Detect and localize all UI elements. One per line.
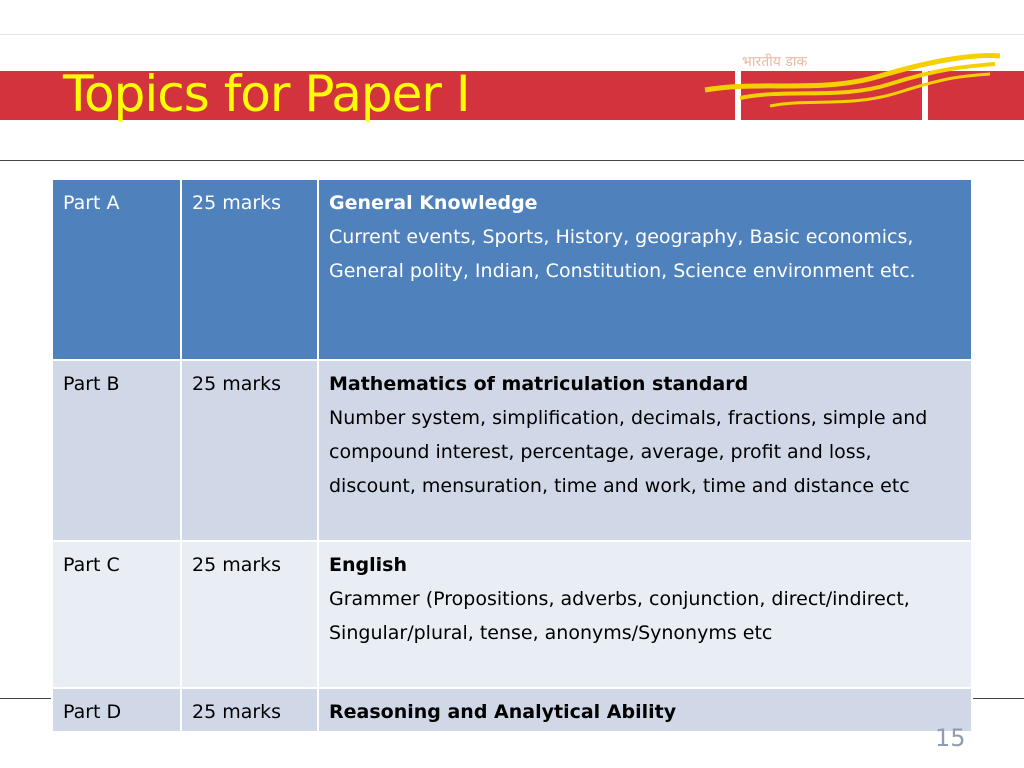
topic-subject: English	[329, 554, 407, 576]
topic-subject: Mathematics of matriculation standard	[329, 373, 749, 395]
topic-details: Grammer (Propositions, adverbs, conjunction, direct/indirect, Singular/plural, tense, anonyms/Synonyms etc	[329, 588, 910, 644]
slide-title: Topics for Paper I	[63, 65, 470, 123]
topic-details: Number system, simplification, decimals, fractions, simple and compound interest, percentage, average, profit and loss, discount, mensuration, time and work, time and distance etc	[329, 407, 928, 497]
topic-cell	[318, 360, 972, 541]
part-cell: Part B	[52, 360, 181, 541]
part-cell: Part D	[52, 688, 181, 732]
part-cell: Part C	[52, 541, 181, 688]
topic-subject: Reasoning and Analytical Ability	[329, 701, 677, 723]
top-divider	[0, 34, 1024, 35]
topic-cell	[318, 179, 972, 360]
page-number: 15	[935, 724, 966, 752]
topic-cell	[318, 541, 972, 688]
india-post-logo-text: भारतीय डाक	[742, 54, 808, 70]
table-row	[52, 179, 972, 360]
part-cell: Part A	[52, 179, 181, 360]
marks-cell: 25 marks	[181, 541, 318, 688]
marks-cell: 25 marks	[181, 688, 318, 732]
table-row	[52, 541, 972, 688]
marks-cell: 25 marks	[181, 360, 318, 541]
topic-cell	[318, 688, 972, 732]
topic-subject: General Knowledge	[329, 192, 538, 214]
table-row	[52, 360, 972, 541]
topics-table	[51, 178, 973, 733]
table-row	[52, 688, 972, 732]
topic-details: Current events, Sports, History, geography, Basic economics, General polity, Indian, Constitution, Science environment etc.	[329, 226, 916, 282]
marks-cell: 25 marks	[181, 179, 318, 360]
header-rule	[0, 160, 1024, 161]
